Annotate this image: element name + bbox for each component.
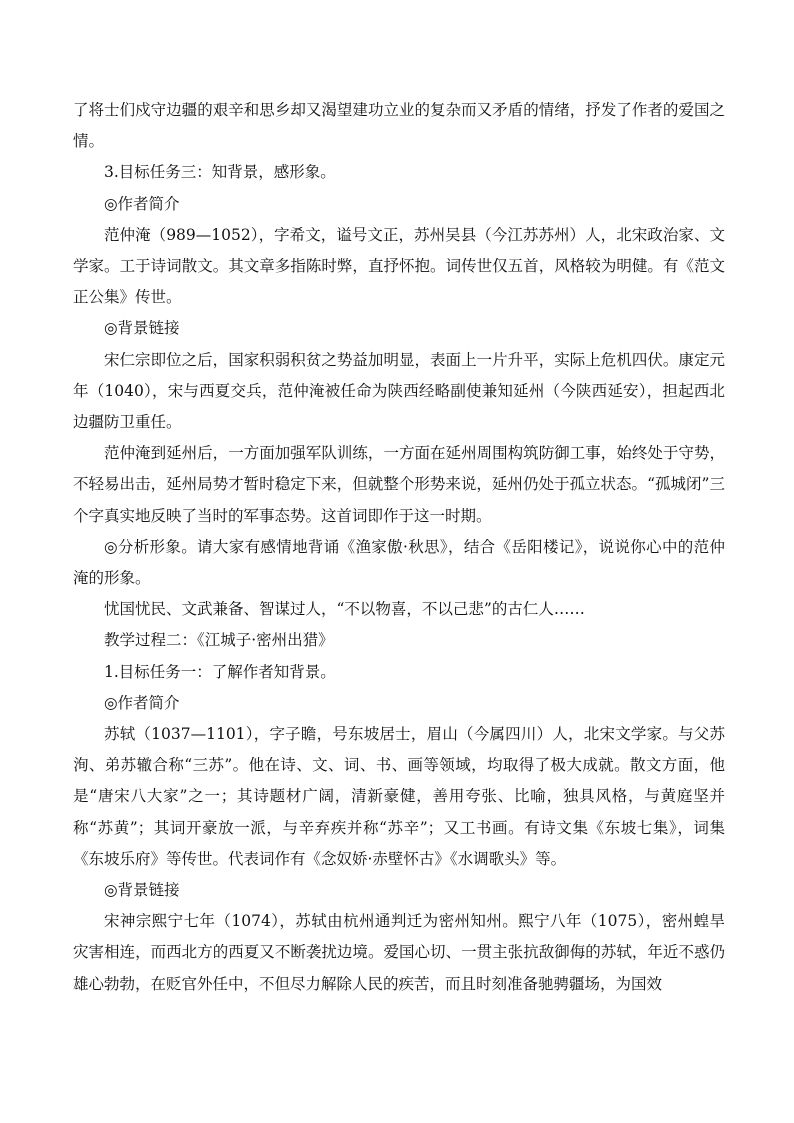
paragraph-13: 苏轼（1037—1101），字子瞻，号东坡居士，眉山（今属四川）人，北宋文学家。与父苏洵、弟苏辙合称“三苏”。他在诗、文、词、书、画等领域，均取得了极大成就。散文方面，他是“唐宋八大家”之一；其诗题材广阔，清新豪健，善用夸张、比喻，独具风格，与黄庭坚并称“苏黄”；其词开豪放一派，与辛弃疾并称“苏辛”；又工书画。有诗文集《东坡七集》，词集《东坡乐府》等传世。代表词作有《念奴娇·赤壁怀古》《水调歌头》等。 (73, 725, 725, 868)
paragraph-4: 范仲淹（989—1052），字希文，谥号文正，苏州吴县（今江苏苏州）人，北宋政治家、文学家。工于诗词散文。其文章多指陈时弊，直抒怀抱。词传世仅五首，风格较为明健。有《范文正公集》传世。 (73, 225, 725, 307)
paragraph-1: 了将士们戍守边疆的艰辛和思乡却又渴望建功立业的复杂而又矛盾的情绪，抒发了作者的爱国之情。 (73, 101, 725, 151)
paragraph-12: ◎作者简介 (104, 693, 180, 712)
paragraph-9: 忧国忧民、文武兼备、智谋过人，“不以物喜，不以己悲”的古仁人…… (104, 600, 585, 619)
paragraph-10: 教学过程二：《江城子·密州出猎》 (104, 631, 334, 650)
paragraph-11: 1.目标任务一：了解作者知背景。 (104, 662, 336, 681)
paragraph-3: ◎作者简介 (104, 194, 180, 213)
paragraph-5: ◎背景链接 (104, 319, 180, 338)
paragraph-2: 3.目标任务三：知背景，感形象。 (104, 163, 336, 182)
paragraph-15: 宋神宗熙宁七年（1074），苏轼由杭州通判迁为密州知州。熙宁八年（1075），密州蝗旱灾害相连，而西北方的西夏又不断袭扰边境。爱国心切、一贯主张抗敌御侮的苏轼，年近不惑仍雄心勃勃，在贬官外任中，不但尽力解除人民的疾苦，而且时刻准备驰骋疆场，为国效 (73, 912, 725, 993)
paragraph-8: ◎分析形象。请大家有感情地背诵《渔家傲·秋思》，结合《岳阳楼记》，说说你心中的范仲淹的形象。 (73, 537, 725, 588)
paragraph-6: 宋仁宗即位之后，国家积弱积贫之势益加明显，表面上一片升平，实际上危机四伏。康定元年（1040），宋与西夏交兵，范仲淹被任命为陕西经略副使兼知延州（今陕西延安），担起西北边疆防卫重任。 (73, 350, 725, 432)
paragraph-14: ◎背景链接 (104, 881, 180, 900)
paragraph-7: 范仲淹到延州后，一方面加强军队训练，一方面在延州周围构筑防御工事，始终处于守势，不轻易出击，延州局势才暂时稳定下来，但就整个形势来说，延州仍处于孤立状态。“孤城闭”三个字真实地反映了当时的军事态势。这首词即作于这一时期。 (73, 444, 725, 525)
document-page (73, 95, 725, 1000)
